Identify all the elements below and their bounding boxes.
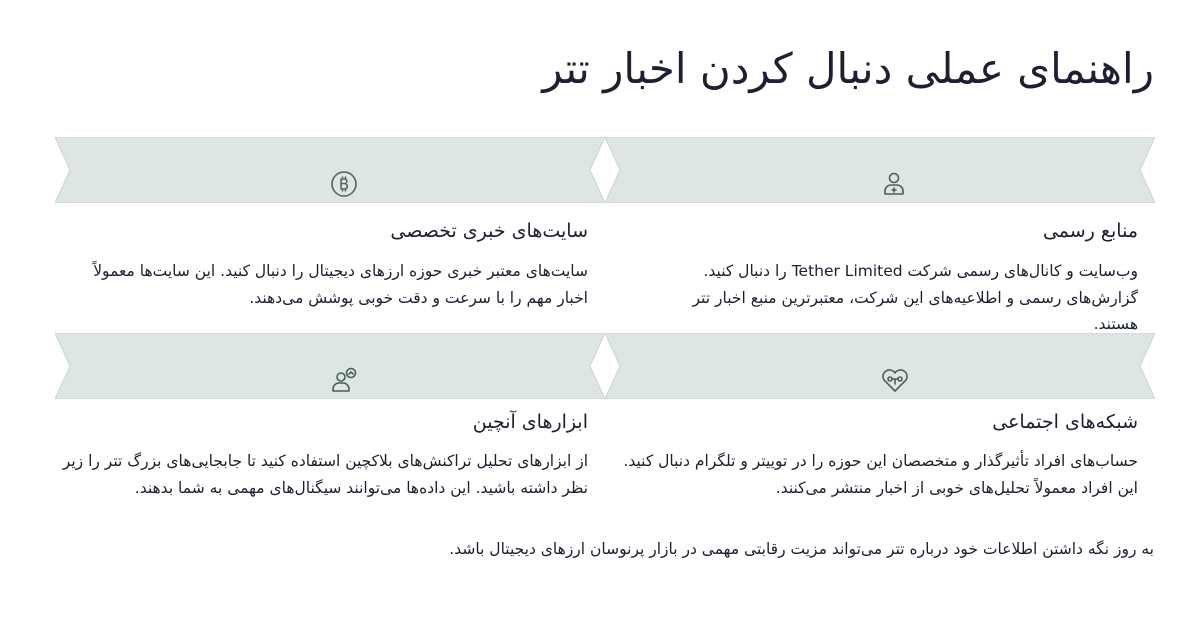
card-text-social-networks: حساب‌های افراد تأثیرگذار و متخصصان این حوزه را در توییتر و تلگرام دنبال کنید. این افراد معمولاً تحلیل‌های خوبی از اخبار منتشر می‌کنند.: [623, 452, 1138, 497]
banner-news-sites: [55, 137, 605, 203]
banner-onchain-tools: [55, 333, 605, 399]
card-text-official-sources: وب‌سایت و کانال‌های رسمی شرکت Tether Limited را دنبال کنید. گزارش‌های رسمی و اطلاعیه‌های این شرکت، معتبرترین منبع اخبار تتر هستند.: [692, 262, 1138, 333]
page-title: راهنمای عملی دنبال کردن اخبار تتر: [542, 44, 1154, 93]
footer-text: به روز نگه داشتن اطلاعات خود درباره تتر می‌تواند مزیت رقابتی مهمی در بازار پرنوسان ارزهای دیجیتال باشد.: [449, 540, 1154, 558]
card-text-onchain-tools: از ابزارهای تحلیل تراکنش‌های بلاکچین استفاده کنید تا جابجایی‌های بزرگ تتر را زیر نظر داشته باشید. این داده‌ها می‌توانند سیگنال‌های مهمی به شما بدهند.: [62, 452, 588, 497]
card-title-onchain-tools: ابزارهای آنچین: [472, 411, 588, 433]
banner-official-sources: [605, 137, 1155, 203]
card-title-social-networks: شبکه‌های اجتماعی: [992, 411, 1138, 433]
svg-text:B: B: [338, 175, 350, 194]
card-text-news-sites: سایت‌های معتبر خبری حوزه ارزهای دیجیتال را دنبال کنید. این سایت‌ها معمولاً اخبار مهم را با سرعت و دقت خوبی پوشش می‌دهند.: [93, 262, 588, 307]
card-title-official-sources: منابع رسمی: [1042, 220, 1138, 242]
banner-social-networks: [605, 333, 1155, 399]
card-title-news-sites: سایت‌های خبری تخصصی: [390, 220, 588, 242]
